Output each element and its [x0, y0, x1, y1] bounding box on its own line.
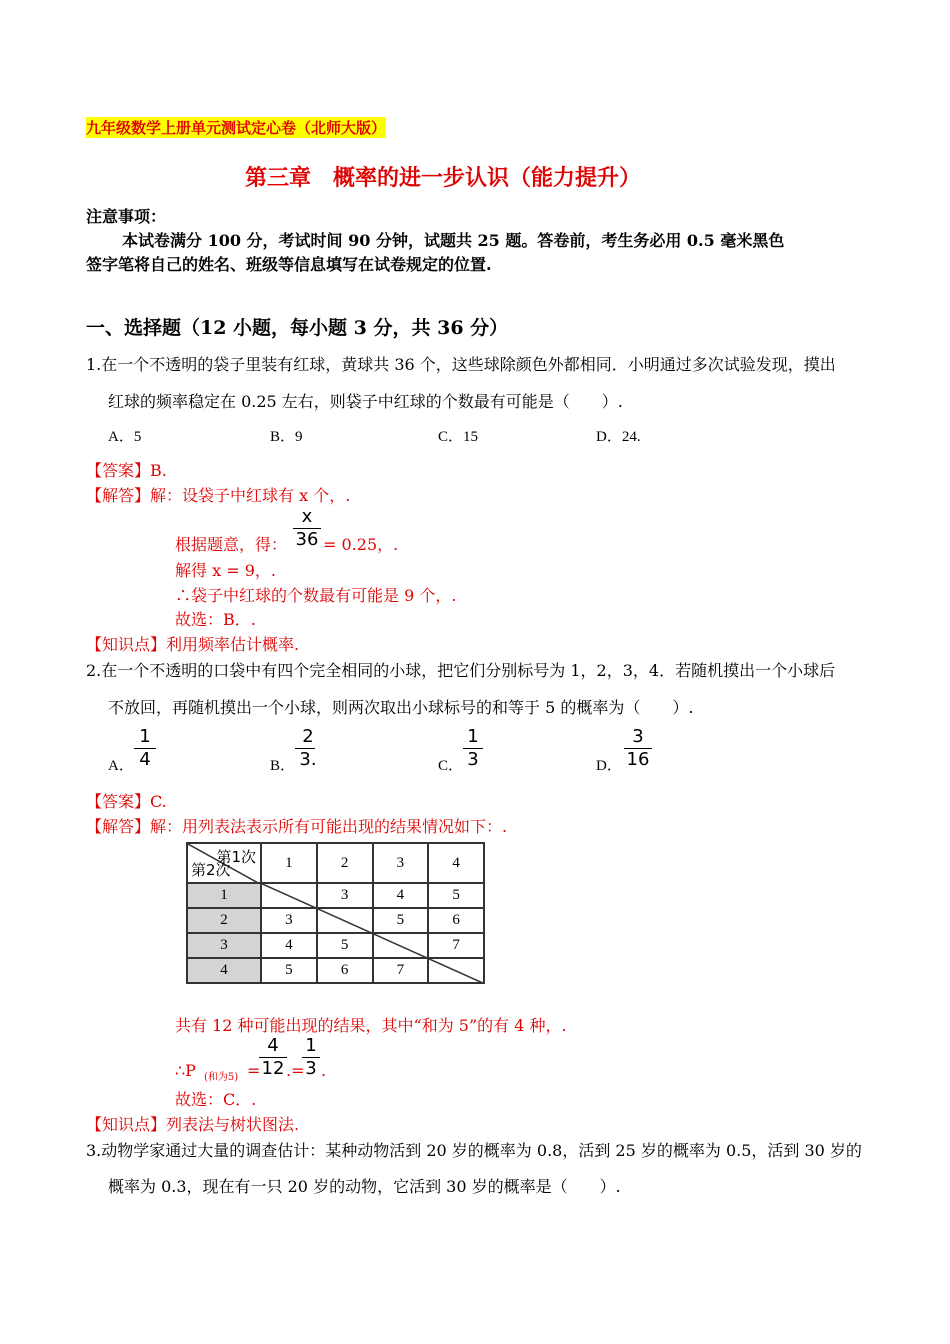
q2-answer: 【答案】C.	[86, 792, 167, 811]
table-cell: 5	[317, 933, 373, 958]
table-col-header: 2	[317, 843, 373, 883]
table-cell: 3	[317, 883, 373, 908]
q1-step4: 故选：B．.	[175, 610, 256, 629]
table-cell: 4	[261, 933, 317, 958]
q2-p-den2: 3	[305, 1058, 317, 1079]
q2-p-frac2	[302, 1036, 320, 1079]
q1-fraction	[293, 507, 321, 550]
table-col-header: 1	[261, 843, 317, 883]
q2-option-b-num: 2	[302, 726, 314, 747]
table-col-header: 4	[428, 843, 484, 883]
q1-knowledge: 【知识点】利用频率估计概率.	[86, 635, 300, 654]
q1-fraction-den: 36	[295, 529, 319, 550]
table-corner-top: 第1次	[216, 848, 256, 866]
q2-p-eq: =	[247, 1061, 261, 1080]
q1-line1: 1.在一个不透明的袋子里装有红球，黄球共 36 个，这些球除颜色外都相同．小明通过多次试验发现，摸出	[86, 355, 836, 374]
q3-line1: 3.动物学家通过大量的调查估计：某种动物活到 20 岁的概率为 0.8，活到 25 岁的概率为 0.5，活到 30 岁的	[86, 1141, 862, 1160]
q2-p-frac1	[259, 1036, 287, 1079]
notice-line1: 本试卷满分 100 分，考试时间 90 分钟，试题共 25 题。答卷前，考生务必用 0.5 毫米黑色	[122, 231, 785, 250]
series-title: 九年级数学上册单元测试定心卷（北师大版）	[86, 119, 387, 137]
table-corner	[187, 843, 261, 883]
q2-p-sub: (和为5)	[204, 1072, 239, 1083]
notice-line2: 签字笔将自己的姓名、班级等信息填写在试卷规定的位置.	[86, 255, 492, 274]
q1-step1-suffix: = 0.25，.	[323, 535, 399, 554]
q2-option-a-label: A．	[108, 758, 134, 774]
q1-step1-prefix: 根据题意，得：	[175, 535, 288, 554]
q3-line2: 概率为 0.3，现在有一只 20 岁的动物，它活到 30 岁的概率是（ ）.	[108, 1177, 621, 1196]
q2-p-den1: 12	[261, 1058, 285, 1079]
q2-p-prefix: ∴P	[175, 1061, 196, 1080]
table-cell: 7	[373, 958, 429, 983]
q1-option-a: A．5	[108, 429, 142, 445]
q2-option-c-label: C．	[438, 758, 464, 774]
q2-result-line: 共有 12 种可能出现的结果，其中“和为 5”的有 4 种，.	[175, 1016, 567, 1035]
q2-option-d-frac	[624, 727, 652, 770]
q2-solution-label: 【解答】解：用列表法表示所有可能出现的结果情况如下：.	[86, 817, 508, 836]
q1-option-d: D．24.	[596, 429, 641, 445]
q2-option-b-frac	[295, 727, 321, 770]
table-cell: 4	[373, 883, 429, 908]
q2-option-d-den: 16	[626, 749, 650, 770]
q1-answer: 【答案】B.	[86, 461, 167, 480]
table-diagonal-line	[258, 882, 485, 984]
table-row-head: 2	[187, 908, 261, 933]
q2-line1: 2.在一个不透明的口袋中有四个完全相同的小球，把它们分别标号为 1，2，3，4．若随机摸出一个小球后	[86, 661, 836, 680]
table-cell: 5	[261, 958, 317, 983]
q2-p-end: .	[321, 1061, 327, 1080]
table-row-head: 1	[187, 883, 261, 908]
q1-option-c: C．15	[438, 429, 479, 445]
q2-p-eq2: .=	[286, 1061, 305, 1080]
notice-label: 注意事项：	[86, 207, 167, 226]
table-col-header: 3	[373, 843, 429, 883]
q2-p-num2: 1	[305, 1035, 317, 1056]
table-cell: 3	[261, 908, 317, 933]
table-row-head: 3	[187, 933, 261, 958]
q2-line2: 不放回，再随机摸出一个小球，则两次取出小球标号的和等于 5 的概率为（ ）.	[108, 698, 694, 717]
q2-knowledge: 【知识点】列表法与树状图法.	[86, 1115, 300, 1134]
q1-step2: 解得 x = 9，.	[175, 561, 276, 580]
q2-option-c-den: 3	[467, 749, 479, 770]
q2-option-a-den: 4	[139, 749, 151, 770]
section-title: 一、选择题（12 小题，每小题 3 分，共 36 分）	[86, 317, 509, 339]
q1-line2: 红球的频率稳定在 0.25 左右，则袋子中红球的个数最有可能是（ ）.	[108, 392, 623, 411]
q1-step3: ∴袋子中红球的个数最有可能是 9 个，.	[175, 586, 457, 605]
q2-choose: 故选：C．.	[175, 1090, 257, 1109]
table-cell: 5	[373, 908, 429, 933]
q2-option-c-frac	[463, 727, 483, 770]
table-cell: 6	[317, 958, 373, 983]
q2-p-num1: 4	[267, 1035, 279, 1056]
table-cell: 6	[428, 908, 484, 933]
q1-fraction-num: x	[301, 506, 313, 527]
q1-option-b: B．9	[270, 429, 303, 445]
q2-option-b-label: B．	[270, 758, 296, 774]
q2-option-d-label: D．	[596, 758, 622, 774]
table-corner-bottom: 第2次	[191, 861, 231, 879]
q2-option-b-den: 3.	[299, 749, 317, 770]
q2-option-c-num: 1	[467, 726, 479, 747]
table-cell: 5	[428, 883, 484, 908]
q2-option-a-num: 1	[139, 726, 151, 747]
table-row-head: 4	[187, 958, 261, 983]
q2-option-d-num: 3	[632, 726, 644, 747]
q2-option-a-frac	[134, 727, 156, 770]
q1-solution-label: 【解答】解：设袋子中红球有 x 个，.	[86, 486, 351, 505]
table-cell: 7	[428, 933, 484, 958]
chapter-title: 第三章 概率的进一步认识（能力提升）	[245, 165, 642, 191]
